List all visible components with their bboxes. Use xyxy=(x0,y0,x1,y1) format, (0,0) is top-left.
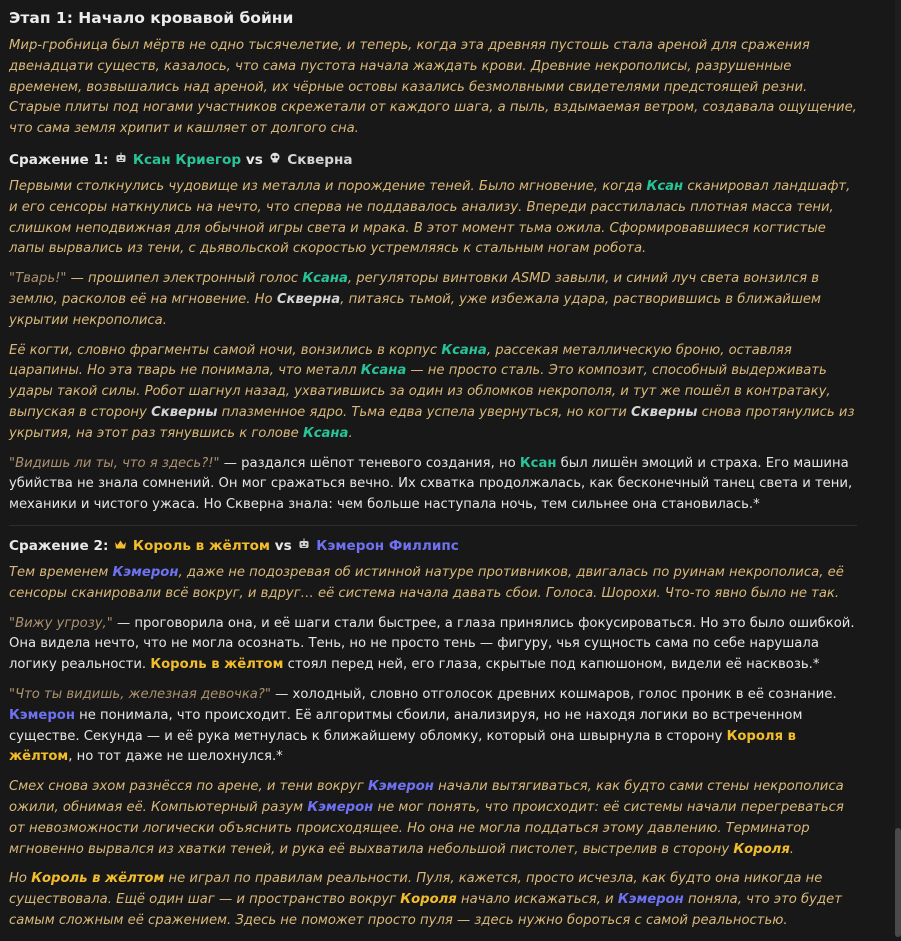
crown-icon xyxy=(113,535,128,557)
fight-1-paragraph-4: "Видишь ли ты, что я здесь?!" — раздался шёпот теневого создания, но Ксан был лишён эмоций и страха. Его машина убийства не знала сомнений. Он мог сражаться вечно. Их схватка продолжалась, как бесконечный танец света и тени, механики и чистого ужаса. Но Скверна знала: чем больше наступала ночь, тем сильнее она становилась.* xyxy=(9,455,853,513)
fight-2-label: Сражение 2: xyxy=(9,537,109,554)
fight-2-heading xyxy=(9,535,857,557)
chat-message-content xyxy=(9,6,857,941)
fight-2-paragraph-4: Смех снова эхом разнёсся по арене, и тени вокруг Кэмерон начали вытягиваться, как будто сами стены некрополиса ожили, обнимая её. Компьютерный разум Кэмерон не мог понять, что происходит: её системы начали перегреваться от невозможности логически объяснить происходящее. Но она не могла поддаться этому давлению. Терминатор мгновенно вырвался из хватки теней, и рука её выхватила небольшой пистолет, выстрелив в сторону Короля. xyxy=(9,779,844,857)
fight-2-vs: vs xyxy=(274,537,292,554)
fighter-skverna: Скверна xyxy=(287,151,353,168)
fight-1-label: Сражение 1: xyxy=(9,151,109,168)
scrollbar-thumb[interactable] xyxy=(895,828,901,937)
vertical-scrollbar[interactable] xyxy=(895,0,901,937)
fighter-xan-kriegor: Ксан Криегор xyxy=(132,151,242,168)
fight-1-paragraph-3: Её когти, словно фрагменты самой ночи, вонзились в корпус Ксана, рассекая металлическую броню, оставляя царапины. Но эта тварь не понимала, что металл Ксана — не просто сталь. Это композит, способный выдерживать удары такой силы. Робот шагнул назад, ухватившись за один из обломков некрополя, и тут же пошёл в контратаку, выпуская в сторону Скверны плазменное ядро. Тьма едва успела увернуться, но когти Скверны снова протянулись из укрытия, на этот раз тянувшись к голове Ксана. xyxy=(9,342,855,441)
stage-title: Этап 1: Начало кровавой бойни xyxy=(9,9,294,27)
fight-2-paragraph-2: "Вижу угрозу," — проговорила она, и её шаги стали быстрее, а глаза принялись фокусироваться. Но это было ошибкой. Она видела нечто, что не могла осознать. Тень, но не просто тень — фигуру, чья сущность сама по себе нарушала логику реальности. Король в жёлтом стоял перед ней, его глаза, скрытые под капюшоном, видели её насквозь.* xyxy=(9,615,855,673)
fight-1-paragraph-2: "Тварь!" — прошипел электронный голос Ксана, регуляторы винтовки ASMD завыли, и синий луч света вонзился в землю, расколов её на мгновение. Но Скверна, питаясь тьмой, уже избежала удара, растворившись в ближайшем укрытии некрополиса. xyxy=(9,271,821,328)
fight-1-heading xyxy=(9,149,857,171)
robot-icon xyxy=(296,535,311,557)
fight-2-paragraph-1: Тем временем Кэмерон, даже не подозревая об истинной натуре противников, двигалась по руинам некрополиса, её сенсоры сканировали всё вокруг, и вдруг… её система начала давать сбои. Голоса. Шорохи. Что-то явно было не так. xyxy=(9,564,844,601)
intro-paragraph: Мир-гробница был мёртв не одно тысячелетие, и теперь, когда эта древняя пустошь стала ареной для сражения двенадцати существ, казалось, что сама пустота начала жаждать крови. Древние некрополисы, разрушенные временем, возвышались над ареной, их чёрные остовы казались безмолвными свидетелями предстоящей резни. Старые плиты под ногами участников скрежетали от каждого шага, а пыль, вздымаемая ветром, создавала ощущение, что сама земля хрипит и кашляет от долгого сна. xyxy=(9,38,857,137)
fight-1-paragraph-1: Первыми столкнулись чудовище из металла и порождение теней. Было мгновение, когда Ксан сканировал ландшафт, и его сенсоры наткнулись на нечто, что сперва не поддавалось анализу. Впереди расстилалась плотная масса тени, слишком неподвижная для обычной игры света и мрака. В этот момент тьма ожила. Сформировавшиеся когтистые лапы вырвались из тени, с дьявольской скоростью устремляясь к стальным ногам робота. xyxy=(9,178,851,257)
fight-1-vs: vs xyxy=(245,151,263,168)
fight-2-paragraph-3: "Что ты видишь, железная девочка?" — холодный, словно отголосок древних кошмаров, голос проник в её сознание. Кэмерон не понимала, что происходит. Её алгоритмы сбоили, анализируя, но не находя логики во встреченном существе. Секунда — и её рука метнулась к ближайшему обломку, который она швырнула в сторону Короля в жёлтом, но тот даже не шелохнулся.* xyxy=(9,686,837,765)
fighter-cameron-phillips: Кэмерон Филлипс xyxy=(316,537,459,554)
fighter-yellow-king: Король в жёлтом xyxy=(132,537,271,554)
fight-2-paragraph-5: Но Король в жёлтом не играл по правилам реальности. Пуля, кажется, просто исчезла, как будто она никогда не существовала. Ещё один шаг — и пространство вокруг Короля начало искажаться, и Кэмерон поняла, что это будет самым сложным её сражением. Здесь не поможет просто пуля — здесь нужно бороться с самой реальностью. xyxy=(9,871,842,928)
robot-icon xyxy=(113,149,128,171)
divider xyxy=(9,525,857,526)
skull-icon xyxy=(268,149,283,171)
